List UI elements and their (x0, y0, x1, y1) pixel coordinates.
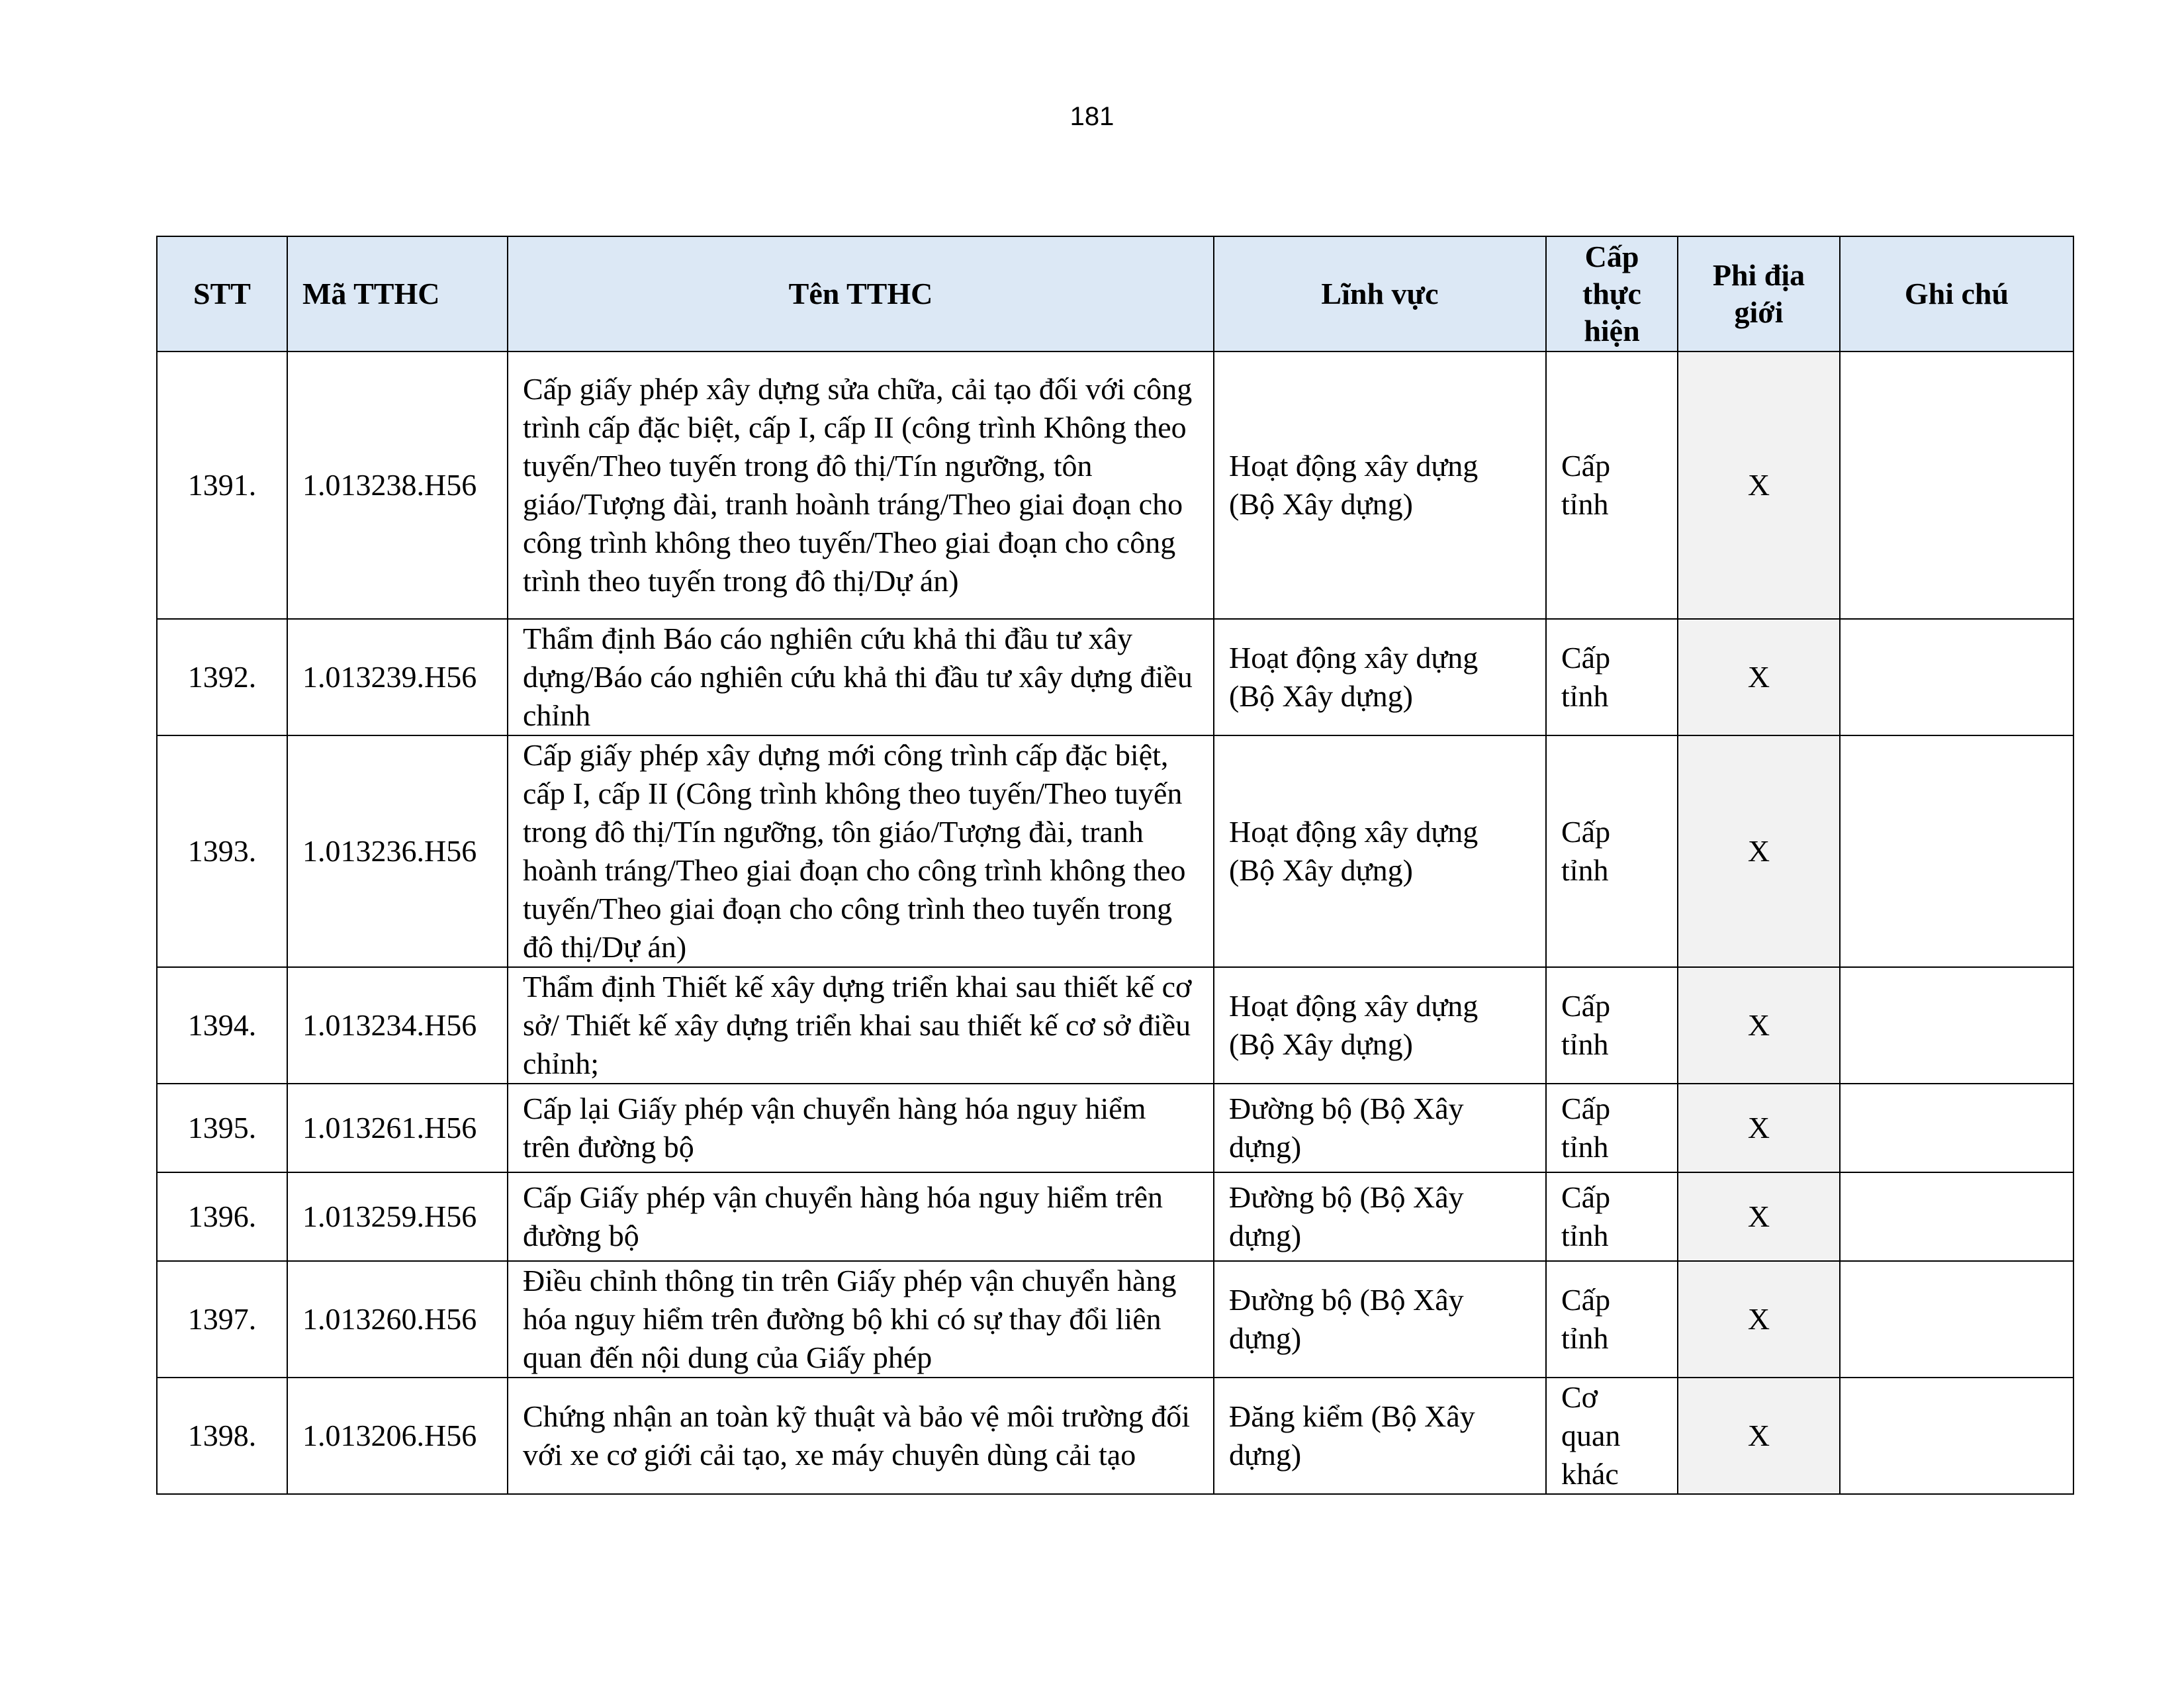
header-note: Ghi chú (1840, 236, 2073, 352)
cell-level: Cấp tỉnh (1546, 1172, 1678, 1261)
cell-code: 1.013260.H56 (287, 1261, 508, 1378)
cell-level: Cấp tỉnh (1546, 1084, 1678, 1172)
header-fee: Phi địa giới (1678, 236, 1840, 352)
cell-code: 1.013239.H56 (287, 619, 508, 735)
cell-fee: X (1678, 619, 1840, 735)
table-row (157, 1378, 2073, 1494)
cell-field: Hoạt động xây dựng (Bộ Xây dựng) (1214, 735, 1546, 967)
cell-name: Cấp lại Giấy phép vận chuyển hàng hóa nguy hiểm trên đường bộ (508, 1084, 1214, 1172)
procedures-table (156, 236, 2074, 1495)
cell-stt: 1393. (157, 735, 287, 967)
cell-name: Cấp giấy phép xây dựng mới công trình cấp đặc biệt, cấp I, cấp II (Công trình không theo tuyến/Theo tuyến trong đô thị/Tín ngưỡng, tôn giáo/Tượng đài, tranh hoành tráng/Theo giai đoạn cho công trình không theo tuyến/Theo giai đoạn cho công trình theo tuyến trong đô thị/Dự án) (508, 735, 1214, 967)
cell-fee: X (1678, 1084, 1840, 1172)
cell-name: Thẩm định Thiết kế xây dựng triển khai sau thiết kế cơ sở/ Thiết kế xây dựng triển khai sau thiết kế cơ sở điều chỉnh; (508, 967, 1214, 1084)
cell-code: 1.013261.H56 (287, 1084, 508, 1172)
header-name: Tên TTHC (508, 236, 1214, 352)
cell-code: 1.013234.H56 (287, 967, 508, 1084)
cell-level: Cấp tỉnh (1546, 967, 1678, 1084)
cell-name: Chứng nhận an toàn kỹ thuật và bảo vệ môi trường đối với xe cơ giới cải tạo, xe máy chuyên dùng cải tạo (508, 1378, 1214, 1494)
cell-stt: 1394. (157, 967, 287, 1084)
table-row (157, 1261, 2073, 1378)
cell-note (1840, 735, 2073, 967)
table-header-row (157, 236, 2073, 352)
header-code: Mã TTHC (287, 236, 508, 352)
cell-fee: X (1678, 1172, 1840, 1261)
cell-field: Hoạt động xây dựng (Bộ Xây dựng) (1214, 967, 1546, 1084)
cell-stt: 1391. (157, 352, 287, 619)
page-number: 181 (1069, 102, 1115, 131)
cell-note (1840, 1084, 2073, 1172)
cell-stt: 1392. (157, 619, 287, 735)
cell-note (1840, 1378, 2073, 1494)
cell-code: 1.013238.H56 (287, 352, 508, 619)
cell-name: Thẩm định Báo cáo nghiên cứu khả thi đầu tư xây dựng/Báo cáo nghiên cứu khả thi đầu tư xây dựng điều chỉnh (508, 619, 1214, 735)
cell-code: 1.013206.H56 (287, 1378, 508, 1494)
header-level: Cấp thực hiện (1546, 236, 1678, 352)
cell-fee: X (1678, 352, 1840, 619)
cell-stt: 1397. (157, 1261, 287, 1378)
cell-level: Cấp tỉnh (1546, 1261, 1678, 1378)
cell-field: Đường bộ (Bộ Xây dựng) (1214, 1172, 1546, 1261)
cell-fee: X (1678, 967, 1840, 1084)
cell-level: Cấp tỉnh (1546, 735, 1678, 967)
table-row (157, 1084, 2073, 1172)
cell-note (1840, 619, 2073, 735)
cell-name: Điều chỉnh thông tin trên Giấy phép vận chuyển hàng hóa nguy hiểm trên đường bộ khi có sự thay đổi liên quan đến nội dung của Giấy phép (508, 1261, 1214, 1378)
cell-code: 1.013236.H56 (287, 735, 508, 967)
cell-stt: 1395. (157, 1084, 287, 1172)
header-field: Lĩnh vực (1214, 236, 1546, 352)
cell-level: Cơ quan khác (1546, 1378, 1678, 1494)
cell-field: Đường bộ (Bộ Xây dựng) (1214, 1261, 1546, 1378)
cell-field: Hoạt động xây dựng (Bộ Xây dựng) (1214, 619, 1546, 735)
cell-level: Cấp tỉnh (1546, 352, 1678, 619)
cell-fee: X (1678, 1378, 1840, 1494)
cell-note (1840, 352, 2073, 619)
cell-level: Cấp tỉnh (1546, 619, 1678, 735)
cell-note (1840, 967, 2073, 1084)
cell-stt: 1396. (157, 1172, 287, 1261)
cell-fee: X (1678, 1261, 1840, 1378)
table-row (157, 967, 2073, 1084)
table-row (157, 619, 2073, 735)
cell-field: Đường bộ (Bộ Xây dựng) (1214, 1084, 1546, 1172)
cell-stt: 1398. (157, 1378, 287, 1494)
cell-name: Cấp giấy phép xây dựng sửa chữa, cải tạo đối với công trình cấp đặc biệt, cấp I, cấp II (công trình Không theo tuyến/Theo tuyến trong đô thị/Tín ngưỡng, tôn giáo/Tượng đài, tranh hoành tráng/Theo giai đoạn cho công trình không theo tuyến/Theo giai đoạn cho công trình theo tuyến trong đô thị/Dự án) (508, 352, 1214, 619)
cell-code: 1.013259.H56 (287, 1172, 508, 1261)
cell-field: Hoạt động xây dựng (Bộ Xây dựng) (1214, 352, 1546, 619)
header-stt: STT (157, 236, 287, 352)
cell-name: Cấp Giấy phép vận chuyển hàng hóa nguy hiểm trên đường bộ (508, 1172, 1214, 1261)
cell-fee: X (1678, 735, 1840, 967)
table-row (157, 735, 2073, 967)
table-row (157, 352, 2073, 619)
cell-field: Đăng kiểm (Bộ Xây dựng) (1214, 1378, 1546, 1494)
table-row (157, 1172, 2073, 1261)
cell-note (1840, 1261, 2073, 1378)
cell-note (1840, 1172, 2073, 1261)
